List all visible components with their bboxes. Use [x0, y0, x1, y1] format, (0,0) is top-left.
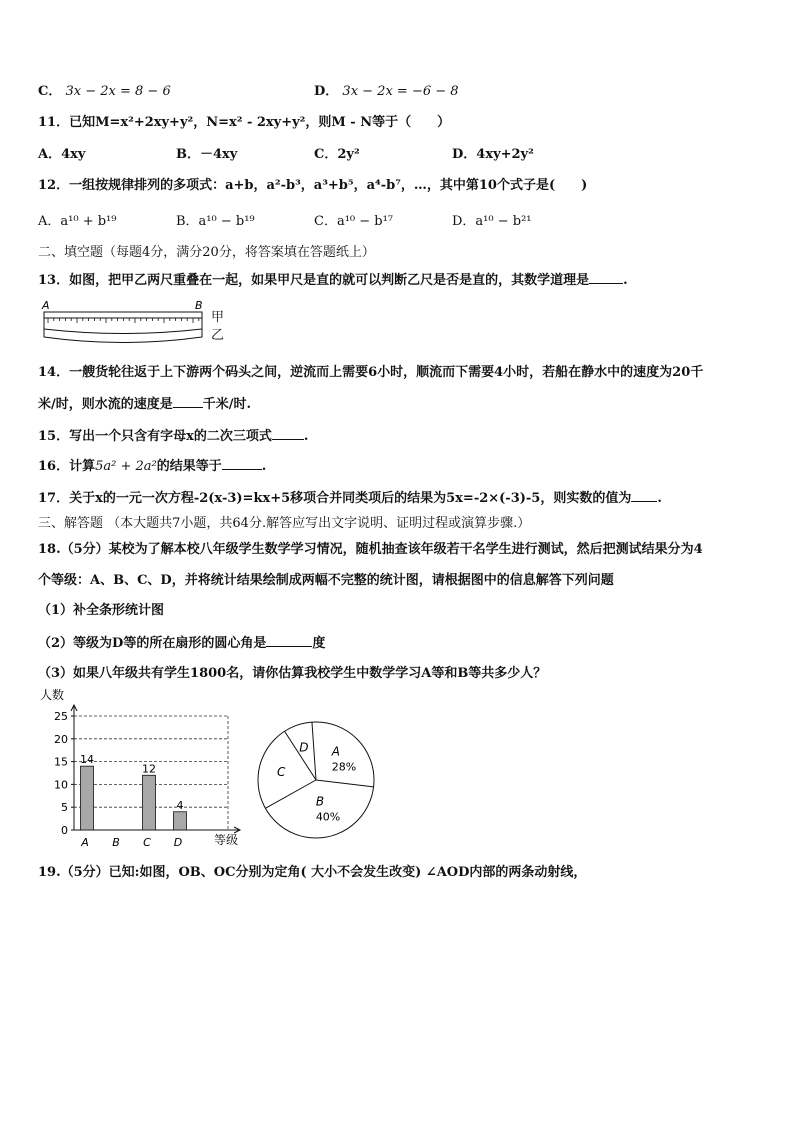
- bar-D: [174, 812, 187, 830]
- q16-expr: 5a² + 2a²: [95, 459, 157, 474]
- q16-stem-a: 16．计算: [38, 459, 96, 474]
- q13-stem-text: 13．如图，把甲乙两尺重叠在一起，如果甲尺是直的就可以判断乙尺是否是直的，其数学道理是: [38, 273, 590, 288]
- q18-sub2-a: （2）等级为D等的所在扇形的圆心角是: [38, 636, 267, 651]
- q10-option-d-label: D．: [314, 84, 339, 99]
- q10-option-c: [38, 83, 171, 101]
- section2-heading: 二、填空题（每题4分，满分20分，将答案填在答题纸上）: [38, 245, 375, 260]
- q18-line1: 18.（5分）某校为了解本校八年级学生数学学习情况，随机抽查该年级若干名学生进行测试，然后把测试结果分为4: [38, 542, 703, 557]
- bar-data-label: 12: [142, 762, 156, 776]
- pie-label-B: B: [315, 794, 325, 809]
- bar-xtick-label: C: [143, 836, 151, 849]
- ruler-jia-label: 甲: [211, 310, 225, 325]
- q11-stem: 11．已知M=x²+2xy+y²，N=x² - 2xy+y²，则M - N等于（ ）: [38, 115, 451, 130]
- q15-stem-end: .: [303, 429, 309, 444]
- bar-xtick-label: D: [173, 836, 183, 849]
- ruler-jia: [44, 312, 202, 318]
- q12-option-b: B．a¹⁰ − b¹⁹: [176, 214, 255, 229]
- ruler-yi-label: 乙: [211, 328, 225, 343]
- bar-chart-xticks: [80, 836, 182, 849]
- q15-stem: [38, 427, 308, 446]
- q16-stem: [38, 457, 266, 476]
- bar-ytick-label: 25: [54, 710, 68, 723]
- q11-option-a: A．4xy: [38, 147, 86, 162]
- q15-stem-text: 15．写出一个只含有字母x的二次三项式: [38, 429, 272, 444]
- q18-answer-blank: [266, 634, 312, 647]
- q17-stem: [38, 489, 662, 508]
- ruler-label-b: B: [195, 299, 203, 312]
- q18-line2: 个等级：A、B、C、D，并将统计结果绘制成两幅不完整的统计图，请根据图中的信息解答下列问题: [38, 573, 614, 588]
- q12-option-d: D．a¹⁰ − b²¹: [452, 214, 532, 229]
- q14-line2: [38, 395, 251, 414]
- ruler-figure: [36, 298, 236, 350]
- q14-line2-b: 千米/时.: [202, 397, 252, 412]
- bar-C: [143, 775, 156, 830]
- pie-label-D: D: [299, 740, 309, 755]
- bar-xtick-label: B: [112, 836, 120, 849]
- q14-line2-a: 米/时，则水流的速度是: [38, 397, 173, 412]
- pie-chart: [254, 718, 378, 842]
- q17-answer-blank: [631, 489, 657, 502]
- q18-sub3: （3）如果八年级共有学生1800名，请你估算我校学生中数学学习A等和B等共多少人？: [38, 666, 547, 681]
- q13-stem: [38, 271, 628, 290]
- q15-answer-blank: [272, 427, 304, 440]
- bar-xtick-label: A: [81, 836, 89, 849]
- q10-option-c-label: C．: [38, 84, 62, 99]
- section3-heading: 三、解答题 （本大题共7小题，共64分.解答应写出文字说明、证明过程或演算步骤.）: [38, 516, 531, 531]
- q14-line1: 14．一艘货轮往返于上下游两个码头之间，逆流而上需要6小时，顺流而下需要4小时，若船在静水中的速度为20千: [38, 365, 704, 380]
- bar-chart-ylabel: 人数: [40, 688, 65, 702]
- q12-stem: 12．一组按规律排列的多项式：a+b，a²-b³，a³+b⁵，a⁴-b⁷，…，其中第10个式子是( ): [38, 178, 588, 193]
- ruler-ticks: [48, 318, 199, 323]
- bar-A: [81, 766, 94, 830]
- q18-sub1: （1）补全条形统计图: [38, 603, 165, 618]
- bar-ytick-label: 0: [61, 824, 68, 837]
- bar-data-label: 14: [80, 753, 94, 767]
- q18-sub2-b: 度: [312, 636, 326, 651]
- q11-option-c: C．2y²: [314, 147, 360, 162]
- q12-option-c: C．a¹⁰ − b¹⁷: [314, 214, 394, 229]
- bar-chart: [36, 684, 252, 854]
- pie-label-A: A: [331, 744, 340, 759]
- q16-stem-b: 的结果等于: [156, 459, 222, 474]
- bar-ytick-label: 10: [54, 778, 68, 792]
- q13-stem-end: .: [623, 273, 628, 288]
- q14-answer-blank: [173, 395, 203, 408]
- q17-stem-end: .: [657, 491, 662, 506]
- bar-data-label: 4: [176, 798, 184, 812]
- q18-sub2: [38, 634, 325, 653]
- q13-answer-blank: [589, 271, 623, 284]
- pie-percent-B: 40%: [315, 810, 341, 824]
- ruler-label-a: A: [42, 299, 50, 312]
- q10-option-d: [314, 83, 459, 101]
- q10-option-d-expr: 3x − 2x = −6 − 8: [342, 84, 459, 99]
- bar-ytick-label: 15: [54, 755, 68, 769]
- pie-label-C: C: [277, 764, 286, 779]
- q19-stem: 19.（5分）已知:如图，OB、OC分别为定角( 大小不会发生改变) ∠AOD内部的两条动射线，: [38, 865, 587, 880]
- q16-answer-blank: [222, 457, 262, 470]
- bar-chart-yticks: [54, 710, 74, 837]
- q12-option-a: A．a¹⁰ + b¹⁹: [38, 214, 117, 229]
- q16-stem-end: .: [261, 459, 267, 474]
- q11-option-b: B．－4xy: [176, 147, 238, 162]
- q17-stem-text: 17．关于x的一元一次方程-2(x-3)=kx+5移项合并同类项后的结果为5x=-2×(-3)-5，则实数的值为: [38, 491, 632, 506]
- pie-percent-A: 28%: [331, 760, 357, 774]
- bar-ytick-label: 5: [61, 801, 68, 815]
- bar-chart-bars: [80, 753, 187, 830]
- q10-option-c-expr: 3x − 2x = 8 − 6: [65, 84, 171, 99]
- q11-option-d: D．4xy+2y²: [452, 147, 534, 162]
- bar-ytick-label: 20: [54, 732, 68, 746]
- bar-chart-xlabel: 等级: [214, 833, 239, 847]
